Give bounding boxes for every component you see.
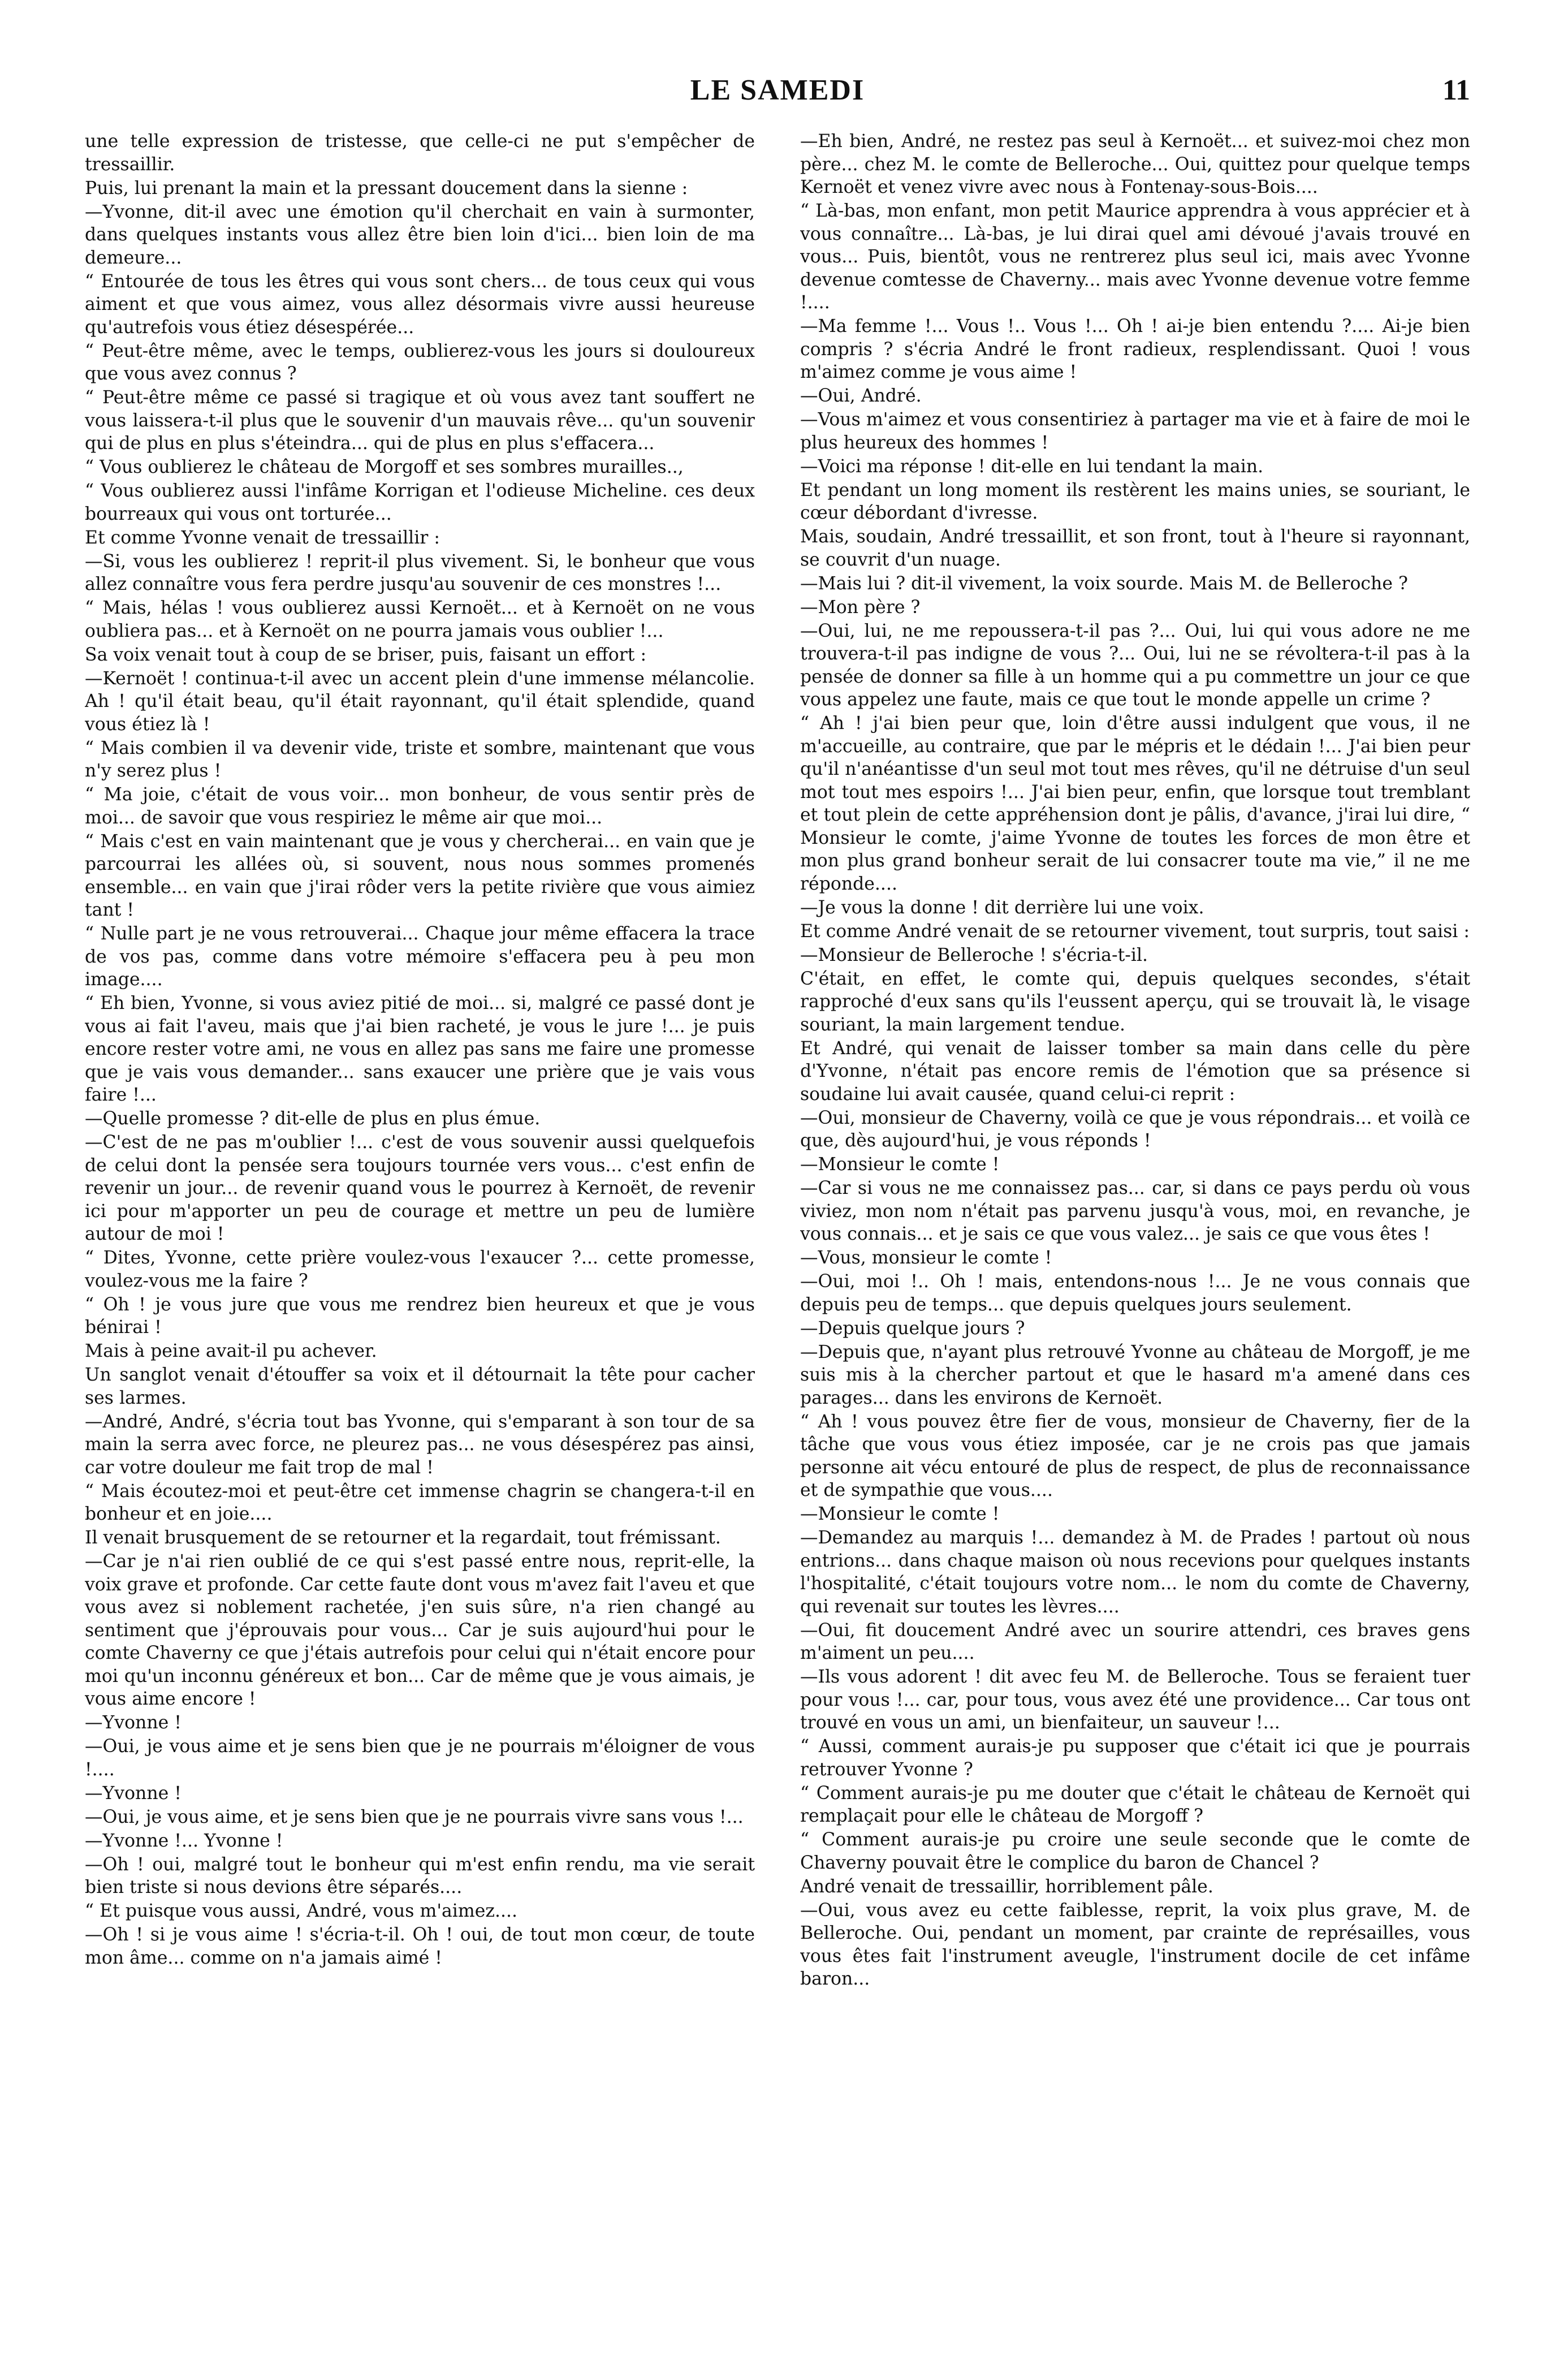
paragraph: “ Eh bien, Yvonne, si vous aviez pitié de moi... si, malgré ce passé dont je vous ai fait l'aveu, mais que j'ai bien racheté, je vous le jure !... je puis encore rester votre ami, ne vous en allez pas sans me faire une promesse que je vais vous demander... sans exaucer une prière que je vais vous faire !... [85, 993, 755, 1105]
paragraph: —Oh ! si je vous aime ! s'écria-t-il. Oh ! oui, de tout mon cœur, de toute mon âme... comme on n'a jamais aimé ! [85, 1925, 755, 1968]
paragraph: —Demandez au marquis !... demandez à M. de Prades ! partout où nous entrions... dans chaque maison où nous recevions pour quelques instants l'hospitalité, c'était toujours votre nom... le nom du comte de Chaverny, qui revenait sur toutes les lèvres.... [800, 1528, 1470, 1617]
paragraph: —Monsieur le comte ! [800, 1154, 1000, 1175]
paragraph: “ Nulle part je ne vous retrouverai... Chaque jour même effacera la trace de vos pas, comme dans votre mémoire s'effacera peu à peu mon image.... [85, 924, 755, 990]
paragraph: —Quelle promesse ? dit-elle de plus en plus émue. [85, 1109, 541, 1129]
paragraph: —Kernoët ! continua-t-il avec un accent plein d'une immense mélancolie. Ah ! qu'il était beau, qu'il était rayonnant, qu'il était splendide, quand vous étiez là ! [85, 668, 755, 735]
paragraph: —C'est de ne pas m'oublier !... c'est de vous souvenir aussi quelquefois de celui dont la pensée sera toujours tournée vers vous... c'est enfin de revenir un jour... de revenir quand vous le pourrez à Kernoët, de revenir ici pour m'apporter un peu de courage et mettre un peu de lumière autour de moi ! [85, 1132, 755, 1244]
paragraph: —Oui, André. [800, 386, 922, 406]
text-column-left [85, 130, 755, 2313]
paragraph: —Depuis que, n'ayant plus retrouvé Yvonne au château de Morgoff, je me suis mis à la chercher partout et que le hasard m'a amené dans ces parages... dans les environs de Kernoët. [800, 1342, 1470, 1408]
paragraph: Et comme Yvonne venait de tressaillir : [85, 527, 440, 548]
paragraph: “ Là-bas, mon enfant, mon petit Maurice apprendra à vous apprécier et à vous connaître... Là-bas, je lui dirai quel ami dévoué j'avais trouvé en vous... Puis, bientôt, vous ne rentrerez plus seul ici, mais avec Yvonne devenue comtesse de Chaverny... mais avec Yvonne devenue votre femme !.... [800, 201, 1470, 313]
paragraph: —Mais lui ? dit-il vivement, la voix sourde. Mais M. de Belleroche ? [800, 573, 1408, 594]
paragraph: —Si, vous les oublierez ! reprit-il plus vivement. Si, le bonheur que vous allez connaître vous fera perdre jusqu'au souvenir de ces monstres !... [85, 551, 755, 594]
paragraph: André venait de tressaillir, horriblement pâle. [800, 1876, 1213, 1897]
paragraph: —Oui, fit doucement André avec un sourire attendri, ces braves gens m'aiment un peu.... [800, 1620, 1470, 1663]
paragraph: —Oui, monsieur de Chaverny, voilà ce que je vous répondrais... et voilà ce que, dès aujourd'hui, je vous réponds ! [800, 1107, 1470, 1151]
paragraph: “ Vous oublierez aussi l'infâme Korrigan et l'odieuse Micheline. ces deux bourreaux qui vous ont torturée... [85, 481, 755, 524]
paragraph: Puis, lui prenant la main et la pressant doucement dans la sienne : [85, 178, 688, 199]
paragraph: —Oui, je vous aime, et je sens bien que je ne pourrais vivre sans vous !... [85, 1806, 744, 1827]
paragraph: “ Ah ! j'ai bien peur que, loin d'être aussi indulgent que vous, il ne m'accueille, au contraire, que par le mépris et le dédain !... J'ai bien peur qu'il n'anéantisse d'un seul mot tout mes rêves, qu'il ne détruise d'un seul mot tout mes espoirs !... J'ai bien peur, enfin, que lorsque tout tremblant et tout plein de cette appréhension dont je pâlis, d'avance, j'irai lui dire, “ Monsieur le comte, j'aime Yvonne de toutes les forces de mon être et mon plus grand bonheur serait de lui consacrer toute ma vie,” il ne me réponde.... [800, 713, 1470, 894]
paragraph: —Oui, moi !.. Oh ! mais, entendons-nous !... Je ne vous connais que depuis peu de temps... que depuis quelques jours seulement. [800, 1271, 1470, 1315]
paragraph: “ Mais écoutez-moi et peut-être cet immense chagrin se changera-t-il en bonheur et en joie.... [85, 1481, 755, 1524]
paragraph: —Eh bien, André, ne restez pas seul à Kernoët... et suivez-moi chez mon père... chez M. le comte de Belleroche... Oui, quittez pour quelque temps Kernoët et venez vivre avec nous à Fontenay-sous-Bois.... [800, 131, 1470, 197]
paragraph: “ Mais c'est en vain maintenant que je vous y chercherai... en vain que je parcourrai les allées où, si souvent, nous nous sommes promenés ensemble... en vain que j'irai rôder vers la petite rivière que vous aimiez tant ! [85, 831, 755, 920]
paragraph: Et comme André venait de se retourner vivement, tout surpris, tout saisi : [800, 921, 1470, 942]
paragraph: —Car je n'ai rien oublié de ce qui s'est passé entre nous, reprit-elle, la voix grave et profonde. Car cette faute dont vous m'avez fait l'aveu et que vous avez si noblement rachetée, j'en suis sûre, n'a rien changé au sentiment que j'éprouvais pour vous... Car je suis aujourd'hui pour le comte Chaverny ce que j'étais autrefois pour celui qui n'était encore pour moi qu'un inconnu généreux et bon... Car de même que je vous aimais, je vous aime encore ! [85, 1551, 755, 1709]
paragraph: “ Et puisque vous aussi, André, vous m'aimez.... [85, 1901, 517, 1921]
paragraph: —Yvonne ! [85, 1783, 182, 1804]
paragraph: Il venait brusquement de se retourner et la regardait, tout frémissant. [85, 1528, 721, 1548]
paragraph: “ Comment aurais-je pu me douter que c'était le château de Kernoët qui remplaçait pour elle le château de Morgoff ? [800, 1783, 1470, 1826]
paragraph: —Yvonne !... Yvonne ! [85, 1830, 283, 1851]
paragraph: “ Vous oublierez le château de Morgoff et ses sombres murailles.., [85, 457, 684, 477]
paragraph: —Vous m'aimez et vous consentiriez à partager ma vie et à faire de moi le plus heureux des hommes ! [800, 409, 1470, 453]
paragraph: —Monsieur le comte ! [800, 1504, 1000, 1524]
paragraph: —André, André, s'écria tout bas Yvonne, qui s'emparant à son tour de sa main la serra avec force, ne pleurez pas... ne vous désespérez pas ainsi, car votre douleur me fait trop de mal ! [85, 1411, 755, 1478]
paragraph: “ Ma joie, c'était de vous voir... mon bonheur, de vous sentir près de moi... de savoir que vous respiriez le même air que moi... [85, 784, 755, 828]
paragraph: Et André, qui venait de laisser tomber sa main dans celle du père d'Yvonne, n'était pas encore remis de l'émotion que sa présence si soudaine lui avait causée, quand celui-ci reprit : [800, 1038, 1470, 1105]
paragraph: —Monsieur de Belleroche ! s'écria-t-il. [800, 944, 1148, 965]
paragraph: —Oui, vous avez eu cette faiblesse, reprit, la voix plus grave, M. de Belleroche. Oui, pendant un moment, par crainte de représailles, vous vous êtes fait l'instrument aveugle, l'instrument docile de cet infâme baron... [800, 1900, 1470, 1989]
paragraph: Mais, soudain, André tressaillit, et son front, tout à l'heure si rayonnant, se couvrit d'un nuage. [800, 527, 1470, 570]
paragraph: Mais à peine avait-il pu achever. [85, 1341, 377, 1361]
paragraph: —Vous, monsieur le comte ! [800, 1248, 1052, 1268]
page-number: 11 [1442, 74, 1470, 106]
text-column-right [800, 130, 1470, 2313]
paragraph: —Ma femme !... Vous !.. Vous !... Oh ! ai-je bien entendu ?.... Ai-je bien compris ? s'écria André le front radieux, resplendissant. Quoi ! vous m'aimez comme je vous aime ! [800, 316, 1470, 382]
paragraph: “ Dites, Yvonne, cette prière voulez-vous l'exaucer ?... cette promesse, voulez-vous me la faire ? [85, 1248, 755, 1291]
paragraph: “ Peut-être même ce passé si tragique et où vous avez tant souffert ne vous laissera-t-il plus que le souvenir d'un mauvais rêve... qu'un souvenir qui de plus en plus s'éteindra... qui de plus en plus s'effacera... [85, 387, 755, 454]
paragraph: Et pendant un long moment ils restèrent les mains unies, se souriant, le cœur débordant d'ivresse. [800, 480, 1470, 523]
paragraph: —Mon père ? [800, 597, 921, 618]
paragraph: “ Mais, hélas ! vous oublierez aussi Kernoët... et à Kernoët on ne vous oubliera pas... et à Kernoët on ne pourra jamais vous oublier !... [85, 598, 755, 641]
paragraph: “ Aussi, comment aurais-je pu supposer que c'était ici que je pourrais retrouver Yvonne ? [800, 1736, 1470, 1780]
paragraph: —Oh ! oui, malgré tout le bonheur qui m'est enfin rendu, ma vie serait bien triste si nous devions être séparés.... [85, 1854, 755, 1897]
paragraph: —Depuis quelque jours ? [800, 1318, 1025, 1339]
paragraph: “ Oh ! je vous jure que vous me rendrez bien heureux et que je vous bénirai ! [85, 1294, 755, 1338]
running-title: LE SAMEDI [690, 74, 865, 106]
paragraph: “ Peut-être même, avec le temps, oublierez-vous les jours si douloureux que vous avez connus ? [85, 340, 755, 384]
paragraph: —Voici ma réponse ! dit-elle en lui tendant la main. [800, 456, 1264, 477]
page-header [85, 74, 1470, 113]
paragraph: Sa voix venait tout à coup de se briser, puis, faisant un effort : [85, 644, 647, 665]
paragraph: “ Entourée de tous les êtres qui vous sont chers... de tous ceux qui vous aiment et que vous aimez, vous allez désormais vivre aussi heureuse qu'autrefois vous étiez désespérée... [85, 271, 755, 338]
paragraph: —Car si vous ne me connaissez pas... car, si dans ce pays perdu où vous viviez, mon nom n'était pas parvenu jusqu'à vous, moi, en revanche, je vous connais... et je sais ce que vous valez... je sais ce que vous êtes ! [800, 1178, 1470, 1244]
paragraph: “ Mais combien il va devenir vide, triste et sombre, maintenant que vous n'y serez plus ! [85, 737, 755, 781]
paragraph: —Je vous la donne ! dit derrière lui une voix. [800, 897, 1204, 918]
paragraph: —Oui, je vous aime et je sens bien que je ne pourrais m'éloigner de vous !.... [85, 1736, 755, 1780]
paragraph: Un sanglot venait d'étouffer sa voix et il détournait la tête pour cacher ses larmes. [85, 1365, 755, 1408]
paragraph: “ Ah ! vous pouvez être fier de vous, monsieur de Chaverny, fier de la tâche que vous vous étiez imposée, car je ne crois pas que jamais personne ait vécu entouré de plus de respect, de plus de reconnaissance et de sympathie que vous.... [800, 1411, 1470, 1500]
paragraph: “ Comment aurais-je pu croire une seule seconde que le comte de Chaverny pouvait être le complice du baron de Chancel ? [800, 1830, 1470, 1873]
paragraph: C'était, en effet, le comte qui, depuis quelques secondes, s'était rapproché d'eux sans qu'ils l'eussent aperçu, qui se trouvait là, le visage souriant, la main largement tendue. [800, 968, 1470, 1035]
paragraph: une telle expression de tristesse, que celle-ci ne put s'empêcher de tressaillir. [85, 131, 755, 175]
paragraph: —Yvonne ! [85, 1713, 182, 1733]
paragraph: —Oui, lui, ne me repoussera-t-il pas ?... Oui, lui qui vous adore ne me trouvera-t-il pas indigne de vous ?... Oui, lui ne se révoltera-t-il pas à la pensée de donner sa fille à un homme qui a pu commettre un jour ce que vous appelez une faute, mais ce que tout le monde appelle un crime ? [800, 620, 1470, 710]
paragraph: —Yvonne, dit-il avec une émotion qu'il cherchait en vain à surmonter, dans quelques instants vous allez être bien loin d'ici... bien loin de ma demeure... [85, 201, 755, 268]
paragraph: —Ils vous adorent ! dit avec feu M. de Belleroche. Tous se feraient tuer pour vous !... car, pour tous, vous avez été une providence... Car tous ont trouvé en vous un ami, un bienfaiteur, un sauveur !... [800, 1667, 1470, 1733]
